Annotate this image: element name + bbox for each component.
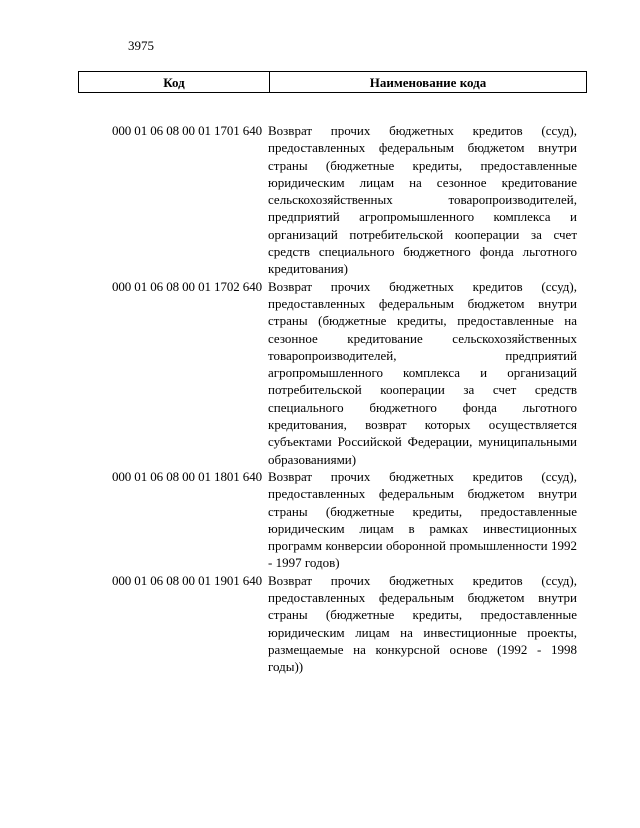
row-code: 000 01 06 08 00 01 1801 640 — [111, 468, 262, 484]
row-name: Возврат прочих бюджетных кредитов (ссуд), предоставленных федеральным бюджетом внутри страны (бюджетные кредиты, предоставленные на сезонное кредитование сельскохозяйственных товаропроизводителей, предприятий агропромышленного комплекса и организаций потребительской кооперации за счет средств специального бюджетного фонда льготного кредитования, возврат которых осуществляется субъектами Российской Федерации, муниципальными образованиями) — [268, 278, 577, 467]
table-row — [78, 572, 587, 676]
row-code: 000 01 06 08 00 01 1701 640 — [111, 123, 262, 138]
table-body — [78, 122, 587, 676]
table-header — [78, 71, 587, 93]
row-name: Возврат прочих бюджетных кредитов (ссуд), предоставленных федеральным бюджетом внутри страны (бюджетные кредиты, предоставленные юридическим лицам на сезонное кредитование сельскохозяйственных товаропроизводителей, предприятий агропромышленного комплекса и организаций потребительской кооперации за счет средств специального бюджетного фонда льготного кредитования) — [268, 123, 577, 277]
header-name: Наименование кода — [369, 75, 487, 90]
header-code: Код — [79, 72, 270, 92]
table-row — [78, 278, 587, 468]
table-row — [78, 122, 587, 278]
page-number: 3975 — [128, 38, 154, 53]
table-row — [78, 468, 587, 572]
row-name: Возврат прочих бюджетных кредитов (ссуд), предоставленных федеральным бюджетом внутри страны (бюджетные кредиты, предоставленные юридическим лицам на инвестиционные проекты, размещаемые на конкурсной основе (1992 - 1998 годы)) — [268, 572, 577, 675]
row-code: 000 01 06 08 00 01 1901 640 — [111, 572, 262, 588]
row-code: 000 01 06 08 00 01 1702 640 — [111, 278, 262, 294]
row-name: Возврат прочих бюджетных кредитов (ссуд), предоставленных федеральным бюджетом внутри страны (бюджетные кредиты, предоставленные юридическим лицам в рамках инвестиционных программ конверсии оборонной промышленности 1992 - 1997 годов) — [268, 468, 577, 571]
